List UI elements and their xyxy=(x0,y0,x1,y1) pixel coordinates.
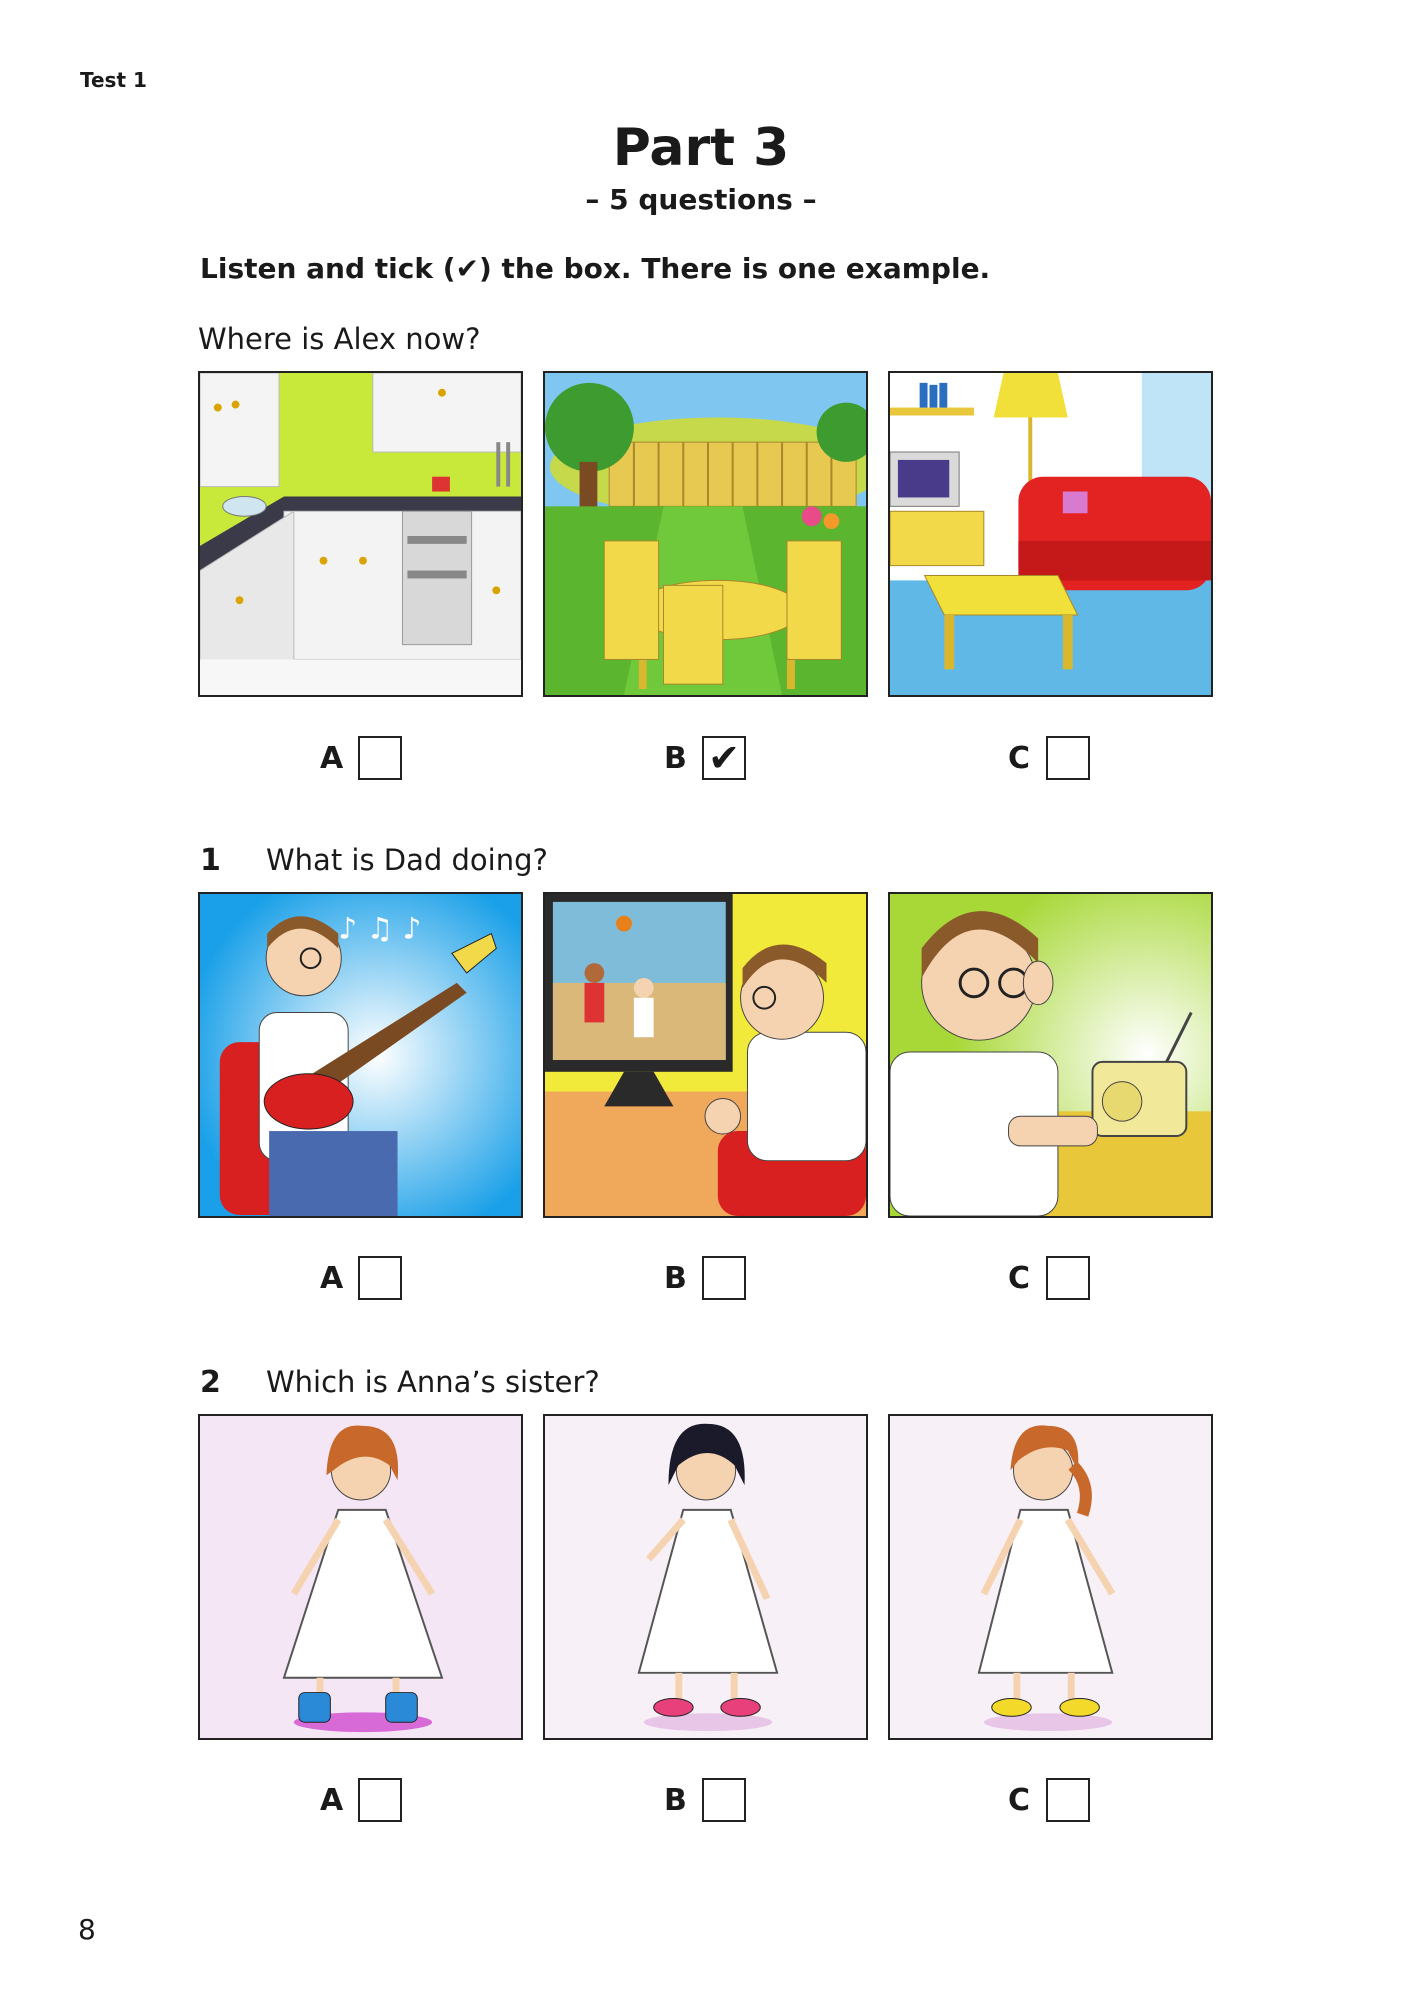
tick-box[interactable] xyxy=(1046,1256,1090,1300)
tick-box[interactable] xyxy=(702,1778,746,1822)
tick-box[interactable] xyxy=(358,1256,402,1300)
example-picture-a-kitchen xyxy=(198,371,523,697)
q1-option-a xyxy=(320,1256,402,1300)
tick-box[interactable] xyxy=(1046,736,1090,780)
question-2-number: 2 xyxy=(200,1365,221,1400)
q2-option-a xyxy=(320,1778,402,1822)
q1-option-c xyxy=(1008,1256,1090,1300)
option-letter: B xyxy=(664,1782,687,1818)
test-label: Test 1 xyxy=(80,68,147,92)
q2-picture-b-girl-dark-hair xyxy=(543,1414,868,1740)
tick-box[interactable] xyxy=(1046,1778,1090,1822)
option-letter: A xyxy=(320,740,344,776)
q1-picture-b-watching-tv xyxy=(543,892,868,1218)
option-letter: B xyxy=(664,1260,687,1296)
q1-option-b xyxy=(664,1256,746,1300)
q2-option-c xyxy=(1008,1778,1090,1822)
example-picture-c-living-room xyxy=(888,371,1213,697)
q1-picture-a-playing-guitar xyxy=(198,892,523,1218)
option-letter: C xyxy=(1008,740,1031,776)
question-1-text: What is Dad doing? xyxy=(266,843,548,877)
q2-option-b xyxy=(664,1778,746,1822)
q2-picture-c-girl-ponytail xyxy=(888,1414,1213,1740)
example-option-a xyxy=(320,736,402,780)
tick-box-checked[interactable]: ✔ xyxy=(702,736,746,780)
example-question: Where is Alex now? xyxy=(198,322,481,356)
option-letter: B xyxy=(664,740,687,776)
option-letter: A xyxy=(320,1782,344,1818)
tick-box[interactable] xyxy=(702,1256,746,1300)
option-letter: C xyxy=(1008,1260,1031,1296)
example-option-c xyxy=(1008,736,1090,780)
question-2-text: Which is Anna’s sister? xyxy=(266,1365,600,1399)
option-letter: A xyxy=(320,1260,344,1296)
question-1-number: 1 xyxy=(200,843,221,878)
example-option-b xyxy=(664,736,746,780)
tick-box[interactable] xyxy=(358,1778,402,1822)
q1-picture-c-listening-to-radio xyxy=(888,892,1213,1218)
instruction: Listen and tick (✔) the box. There is one example. xyxy=(200,252,991,285)
part-title: Part 3 xyxy=(612,118,790,178)
part-subtitle: – 5 questions – xyxy=(585,183,817,216)
page-number: 8 xyxy=(78,1913,96,1946)
example-picture-b-garden xyxy=(543,371,868,697)
q2-picture-a-girl-blue-boots xyxy=(198,1414,523,1740)
tick-box[interactable] xyxy=(358,736,402,780)
svg-text:♪ ♫ ♪: ♪ ♫ ♪ xyxy=(338,910,422,946)
option-letter: C xyxy=(1008,1782,1031,1818)
